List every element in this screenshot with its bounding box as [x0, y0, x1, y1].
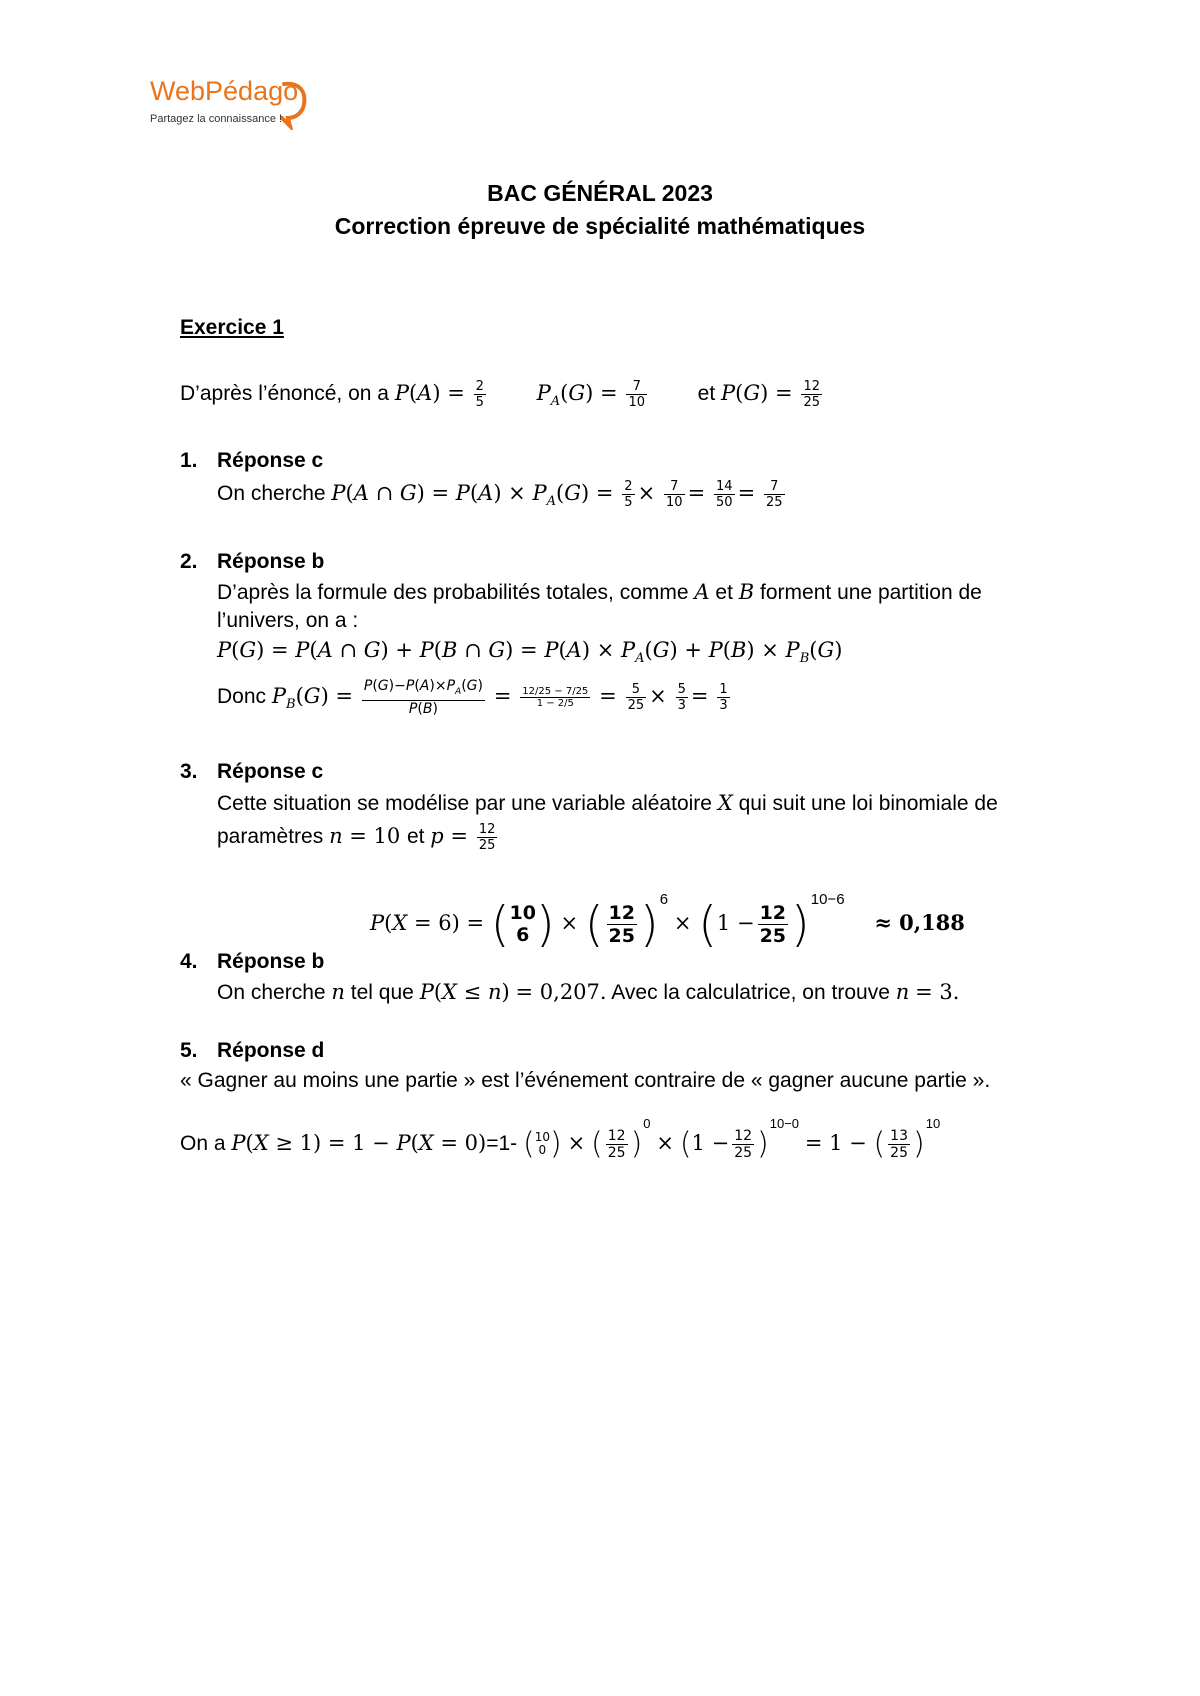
page-subtitle: Correction épreuve de spécialité mathématiques [334, 213, 866, 239]
logo-brand: WebPédago [150, 76, 299, 106]
q4-value: = 0,207. [515, 980, 607, 1004]
q4-title: Réponse b [217, 950, 325, 973]
q2-line1-text: D’après la formule des probabilités totales, comme [217, 581, 689, 604]
q5-number: 5. [180, 1039, 198, 1062]
q2-donc: Donc [217, 684, 267, 708]
q2-line1-end: forment une partition de [760, 581, 982, 604]
q3-number: 3. [180, 760, 198, 783]
q4-mid: tel que [350, 981, 414, 1004]
intro-line: D’après l’énoncé, on a P(A) = $\frac{2}{5}$ $P_A(G)$ = $\frac{7}{10}$ et P(G) = $\frac{12}{25}$ [180, 378, 821, 410]
q4-line: On cherche n tel que P(X ≤ n) = 0,207. Avec la calculatrice, on trouve n = 3. [217, 980, 960, 1004]
q3-line2: paramètres n = 10 et p = $\frac{12}{25}$ [217, 821, 496, 853]
q2-line1: D’après la formule des probabilités totales, comme A et B forment une partition de [217, 580, 982, 604]
intro-et: et [697, 382, 716, 405]
q3-line1-end: qui suit une loi binomiale de [738, 792, 998, 815]
q2-total-prob-formula: P(G) = P(A ∩ G) + P(B ∩ $G) = P(A) \times P_A(G) + P(B) \times P_B(G)$ [217, 638, 843, 667]
logo [150, 76, 310, 136]
q5-mid: =1- [486, 1132, 518, 1155]
q4-lead: On cherche [217, 981, 326, 1004]
q2-title: Réponse b [217, 550, 325, 573]
fraction: $\frac{12}{25}$ [803, 378, 821, 410]
q1-formula: On cherche P(A ∩ $G) = P(A) \times P_A(G)$ = $\frac{2}{5}$ × $\frac{7}{10}$ = $\frac{14}{50}$ = $\frac{7}{25}$ [217, 478, 783, 510]
q3-et: et [406, 825, 425, 848]
q5-lead: On a [180, 1132, 226, 1155]
fraction: $\frac{7}{10}$ [628, 378, 645, 410]
q4-number: 4. [180, 950, 198, 973]
q5-formula: On a P(X ≥ 1) = 1 − P(X = 0)=1- ( 10 0 ) × ( $\frac{12}{25}$ )$^0$ × (1 − $\frac{12}{25}$ )$^{10-0}$ = 1 − ( $\frac{13}{25}$ )$^{10}$ [180, 1116, 941, 1162]
intro-lead: D’après l’énoncé, on a [180, 382, 389, 405]
q3-result: ≈ 0,188 [874, 910, 965, 935]
logo-tagline: Partagez la connaissance ! [150, 113, 283, 125]
q1-title: Réponse c [217, 449, 324, 472]
q3-line1: Cette situation se modélise par une variable aléatoire X qui suit une loi binomiale de [217, 791, 998, 815]
q4-end: Avec la calculatrice, on trouve [611, 981, 890, 1004]
page-title: BAC GÉNÉRAL 2023 [487, 180, 713, 206]
exercise-heading: Exercice 1 [180, 316, 284, 339]
q4-final: = 3. [915, 980, 960, 1004]
q3-binomial-formula: P(X = 6) = ( 10 6 ) × ( $\frac{12}{25}$ )$^6$ × (1 − $\frac{12}{25}$ )$^{10-6}$ ≈ 0,188 [370, 891, 965, 953]
q2-number: 2. [180, 550, 198, 573]
q3-line2-text: paramètres [217, 825, 324, 848]
q2-and: et [715, 581, 733, 604]
speech-bubble-icon [280, 78, 310, 130]
fraction: $\frac{2}{5}$ [475, 378, 484, 410]
q3-line1-text: Cette situation se modélise par une variable aléatoire [217, 792, 712, 815]
q1-number: 1. [180, 449, 198, 472]
q5-line1: « Gagner au moins une partie » est l’événement contraire de « gagner aucune partie ». [180, 1069, 991, 1092]
q5-title: Réponse d [217, 1039, 325, 1062]
q2-line2: l’univers, on a : [217, 609, 359, 632]
q1-lead: On cherche [217, 482, 326, 505]
q3-title: Réponse c [217, 760, 324, 783]
q2-donc-formula: Donc $P_B(G)$ = $\frac{P(G)-P(A)\times P_A(G)}{P(B)}$ = $\frac{12/25 - 7/25}{1 - 2/5}$ = $\frac{5}{25}$ × $\frac{5}{3}$ = $\frac{1}{3}$ [217, 678, 728, 717]
